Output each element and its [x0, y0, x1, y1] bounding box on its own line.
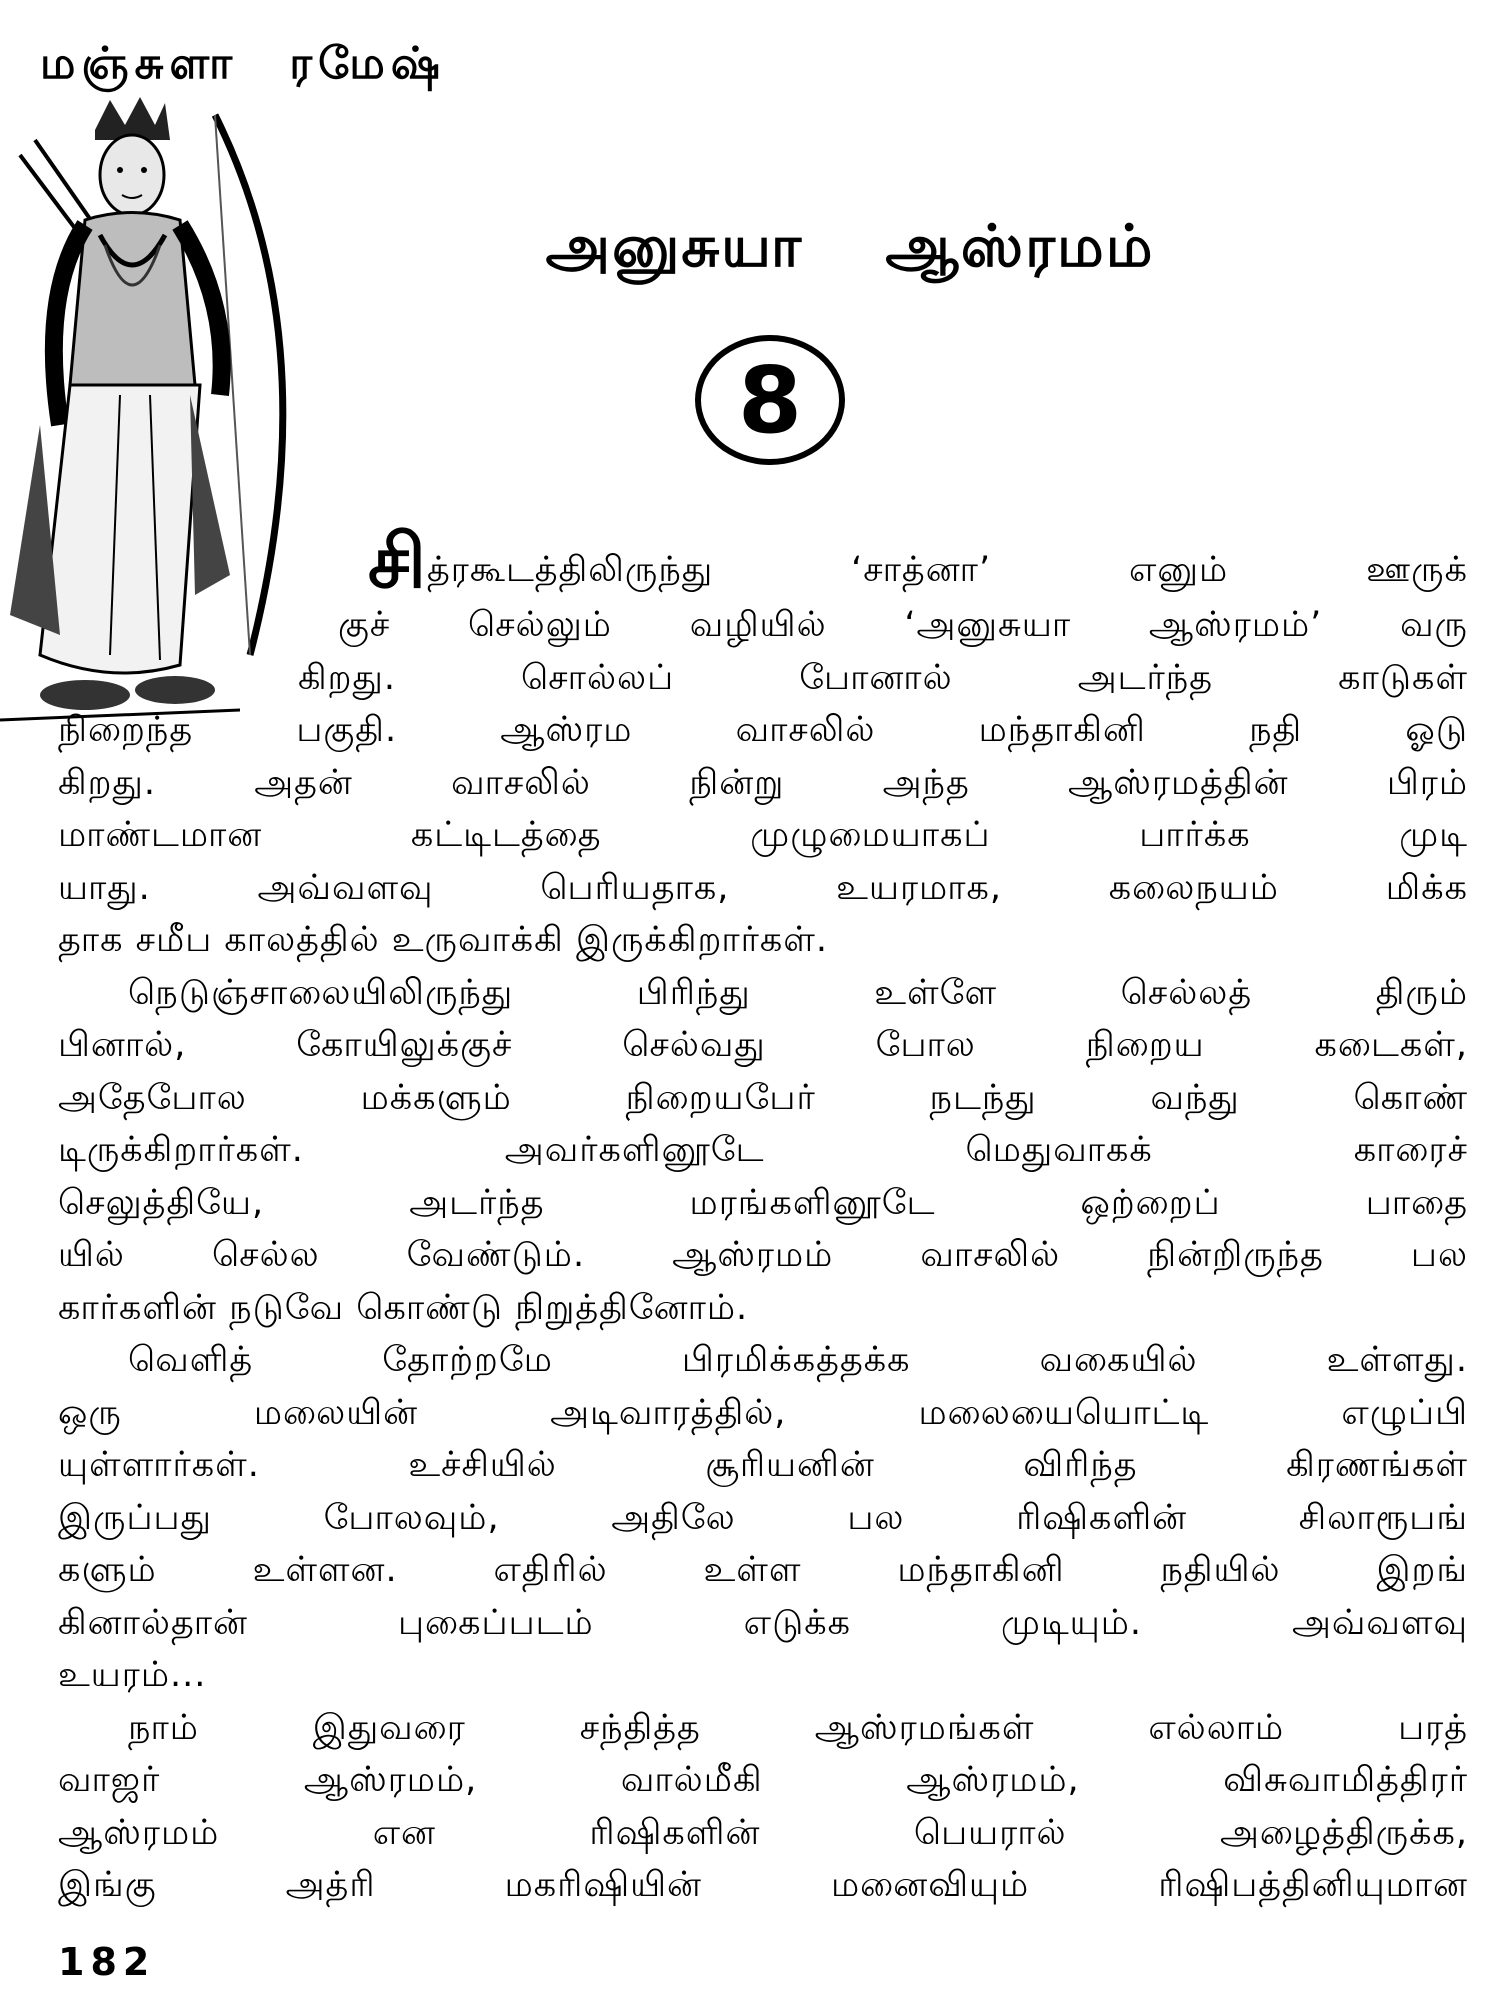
- author-name: மஞ்சுளா ரமேஷ்: [40, 38, 447, 89]
- paragraph-line: யில் செல்ல வேண்டும். ஆஸ்ரமம் வாசலில் நின்றிருந்த பல: [58, 1235, 1468, 1275]
- paragraph-line: யாது. அவ்வளவு பெரியதாக, உயரமாக, கலைநயம் மிக்க: [58, 867, 1468, 908]
- paragraph-line: உயரம்...: [58, 1655, 207, 1695]
- chapter-title: அனுசுயா ஆஸ்ரமம்: [545, 212, 1155, 280]
- paragraph-line: அதேபோல மக்களும் நிறையபேர் நடந்து வந்து கொண்: [58, 1077, 1468, 1118]
- chapter-number-badge: [695, 335, 845, 465]
- paragraph-line: களும் உள்ளன. எதிரில் உள்ள மந்தாகினி நதியில் இறங்: [58, 1550, 1468, 1590]
- paragraph-line: டிருக்கிறார்கள். அவர்களினூடே மெதுவாகக் காரைச்: [58, 1130, 1468, 1170]
- paragraph-line: சித்ரகூடத்திலிருந்து ‘சாத்னா’ எனும் ஊருக்: [368, 519, 1468, 605]
- article-body: [58, 519, 1468, 1912]
- page-number: 182: [58, 1940, 156, 1984]
- paragraph-line: கிறது. அதன் வாசலில் நின்று அந்த ஆஸ்ரமத்தின் பிரம்: [58, 762, 1468, 803]
- paragraph-line: மாண்டமான கட்டிடத்தை முழுமையாகப் பார்க்க முடி: [58, 815, 1468, 855]
- paragraph-line: ஒரு மலையின் அடிவாரத்தில், மலையையொட்டி எழுப்பி: [58, 1392, 1468, 1433]
- paragraph-line: கினால்தான் புகைப்படம் எடுக்க முடியும். அவ்வளவு: [58, 1602, 1468, 1643]
- paragraph-line: இங்கு அத்ரி மகரிஷியின் மனைவியும் ரிஷிபத்தினியுமான: [58, 1865, 1468, 1905]
- paragraph-line: வாஜர் ஆஸ்ரமம், வால்மீகி ஆஸ்ரமம், விசுவாமித்திரர்: [58, 1760, 1468, 1800]
- paragraph-line: பினால், கோயிலுக்குச் செல்வது போல நிறைய கடைகள்,: [58, 1025, 1468, 1065]
- paragraph-line: நெடுஞ்சாலையிலிருந்து பிரிந்து உள்ளே செல்லத் திரும்: [128, 972, 1468, 1013]
- paragraph-line: ஆஸ்ரமம் என ரிஷிகளின் பெயரால் அழைத்திருக்க,: [58, 1812, 1468, 1853]
- paragraph-line: யுள்ளார்கள். உச்சியில் சூரியனின் விரிந்த கிரணங்கள்: [58, 1445, 1468, 1485]
- chapter-number: 8: [737, 346, 802, 454]
- paragraph-line: நாம் இதுவரை சந்தித்த ஆஸ்ரமங்கள் எல்லாம் பரத்: [128, 1707, 1468, 1748]
- drop-cap: சி: [368, 519, 427, 605]
- paragraph-line: தாக சமீப காலத்தில் உருவாக்கி இருக்கிறார்கள்.: [58, 920, 828, 960]
- paragraph-line: குச் செல்லும் வழியில் ‘அனுசுயா ஆஸ்ரமம்’ வரு: [338, 605, 1468, 645]
- paragraph-line: நிறைந்த பகுதி. ஆஸ்ரம வாசலில் மந்தாகினி நதி ஓடு: [58, 710, 1468, 750]
- paragraph-line: கார்களின் நடுவே கொண்டு நிறுத்தினோம்.: [58, 1287, 749, 1328]
- paragraph-line: இருப்பது போலவும், அதிலே பல ரிஷிகளின் சிலாரூபங்: [58, 1497, 1468, 1538]
- paragraph-line: செலுத்தியே, அடர்ந்த மரங்களினூடே ஒற்றைப் பாதை: [58, 1182, 1468, 1223]
- paragraph-line: வெளித் தோற்றமே பிரமிக்கத்தக்க வகையில் உள்ளது.: [128, 1340, 1468, 1380]
- paragraph-line: கிறது. சொல்லப் போனால் அடர்ந்த காடுகள்: [298, 657, 1468, 698]
